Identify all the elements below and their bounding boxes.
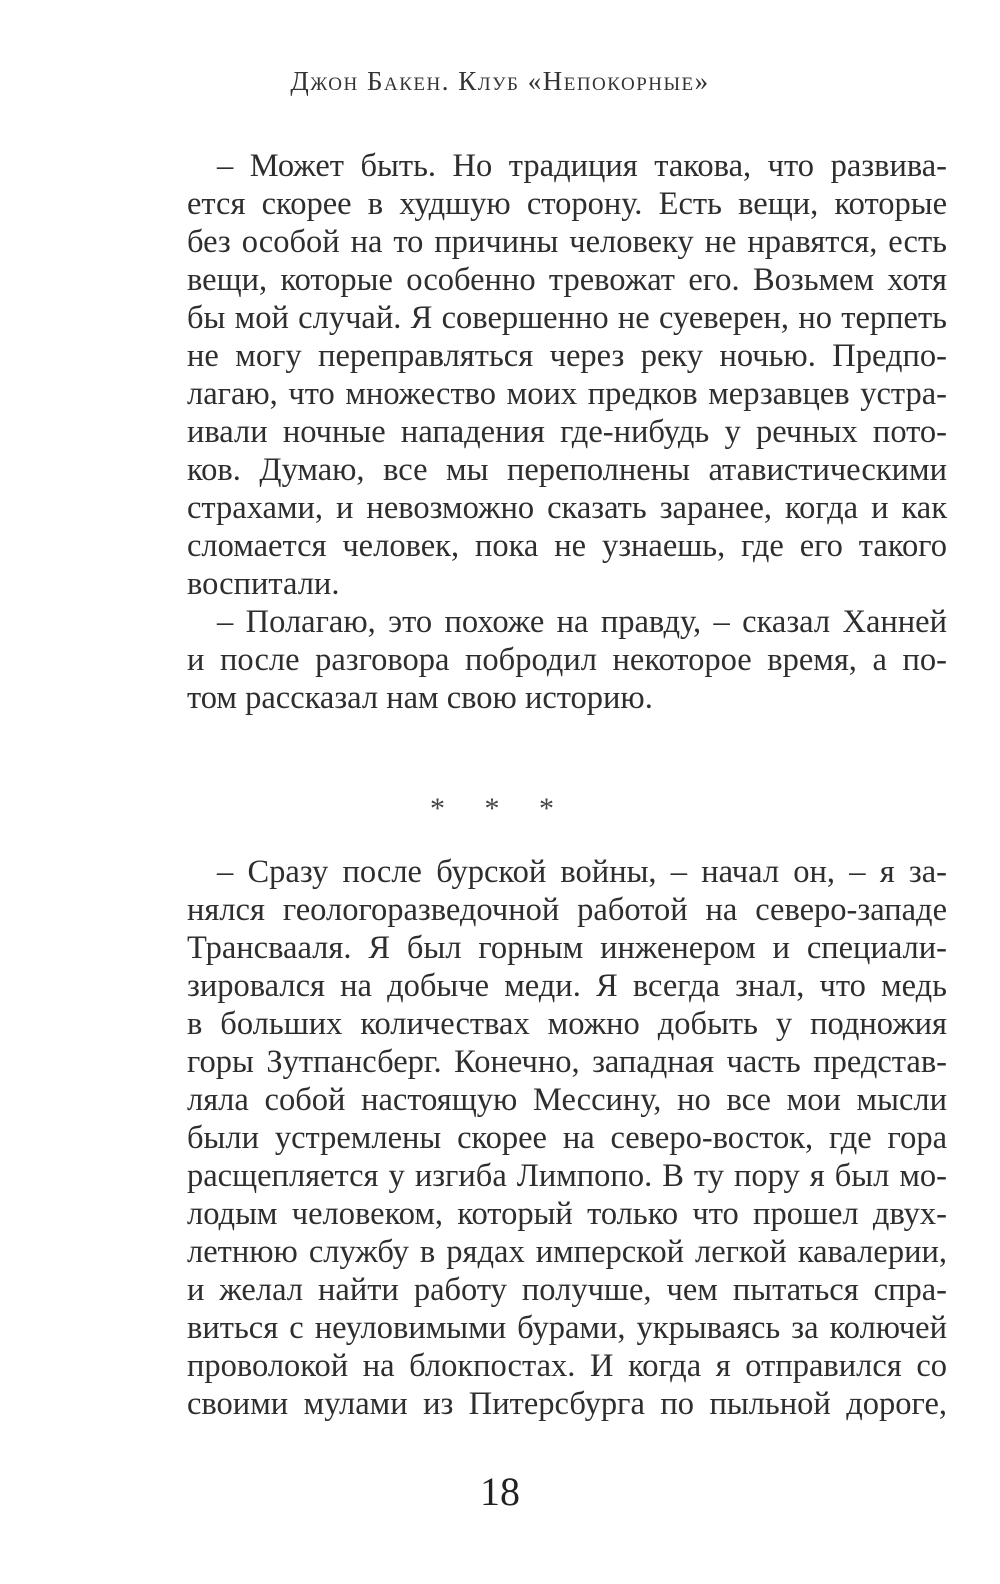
text-line: – Сразу после бурской войны, – начал он, – я за- <box>217 854 947 890</box>
text-line: в больших количествах можно добыть у подножия <box>187 1006 947 1042</box>
text-line: воспитали. <box>187 566 340 602</box>
section-separator: * * * <box>430 792 570 825</box>
text-line: были устремлены скорее на северо-восток, где гора <box>187 1120 947 1156</box>
text-line: Трансвааля. Я был горным инженером и специали- <box>187 930 947 966</box>
text-line: и желал найти работу получше, чем пытаться спра- <box>187 1272 947 1308</box>
text-section-1 <box>187 147 947 717</box>
text-line: – Полагаю, это похоже на правду, – сказал Ханней <box>217 604 947 640</box>
text-line: зировался на добыче меди. Я всегда знал, что медь <box>187 968 947 1004</box>
text-line: своими мулами из Питерсбурга по пыльной дороге, <box>187 1386 947 1422</box>
text-line: не могу переправляться через реку ночью. Предпо- <box>187 338 947 374</box>
page-number: 18 <box>480 1469 520 1514</box>
running-header: Джон Бакен. Клуб «Непокорные» <box>290 66 710 96</box>
text-line: виться с неуловимыми бурами, укрываясь за колючей <box>187 1310 947 1346</box>
text-line: ется скорее в худшую сторону. Есть вещи, которые <box>187 186 947 222</box>
text-line: летнюю службу в рядах имперской легкой кавалерии, <box>187 1234 947 1270</box>
text-line: лагаю, что множество моих предков мерзавцев устра- <box>187 376 947 412</box>
text-line: лодым человеком, который только что прошел двух- <box>187 1196 947 1232</box>
text-line: расщепляется у изгиба Лимпопо. В ту пору я был мо- <box>187 1158 947 1194</box>
text-section-2 <box>187 853 947 1423</box>
text-line: нялся геологоразведочной работой на северо-западе <box>187 892 947 928</box>
text-line: страхами, и невозможно сказать заранее, когда и как <box>187 490 947 526</box>
text-line: ляла собой настоящую Мессину, но все мои мысли <box>187 1082 947 1118</box>
text-line: бы мой случай. Я совершенно не суеверен, но терпеть <box>187 300 947 336</box>
text-line: горы Зутпансберг. Конечно, западная часть представ- <box>187 1044 947 1080</box>
text-line: ивали ночные нападения где-нибудь у речных пото- <box>187 414 947 450</box>
text-line: ков. Думаю, все мы переполнены атавистическими <box>187 452 947 488</box>
text-line: том рассказал нам свою историю. <box>187 680 653 716</box>
text-line: сломается человек, пока не узнаешь, где его такого <box>187 528 947 564</box>
text-line: и после разговора побродил некоторое время, а по- <box>187 642 947 678</box>
text-line: проволокой на блокпостах. И когда я отправился со <box>187 1348 947 1384</box>
text-line: – Может быть. Но традиция такова, что развива- <box>217 148 947 184</box>
text-line: без особой на то причины человеку не нравятся, есть <box>187 224 947 260</box>
text-line: вещи, которые особенно тревожат его. Возьмем хотя <box>187 262 947 298</box>
